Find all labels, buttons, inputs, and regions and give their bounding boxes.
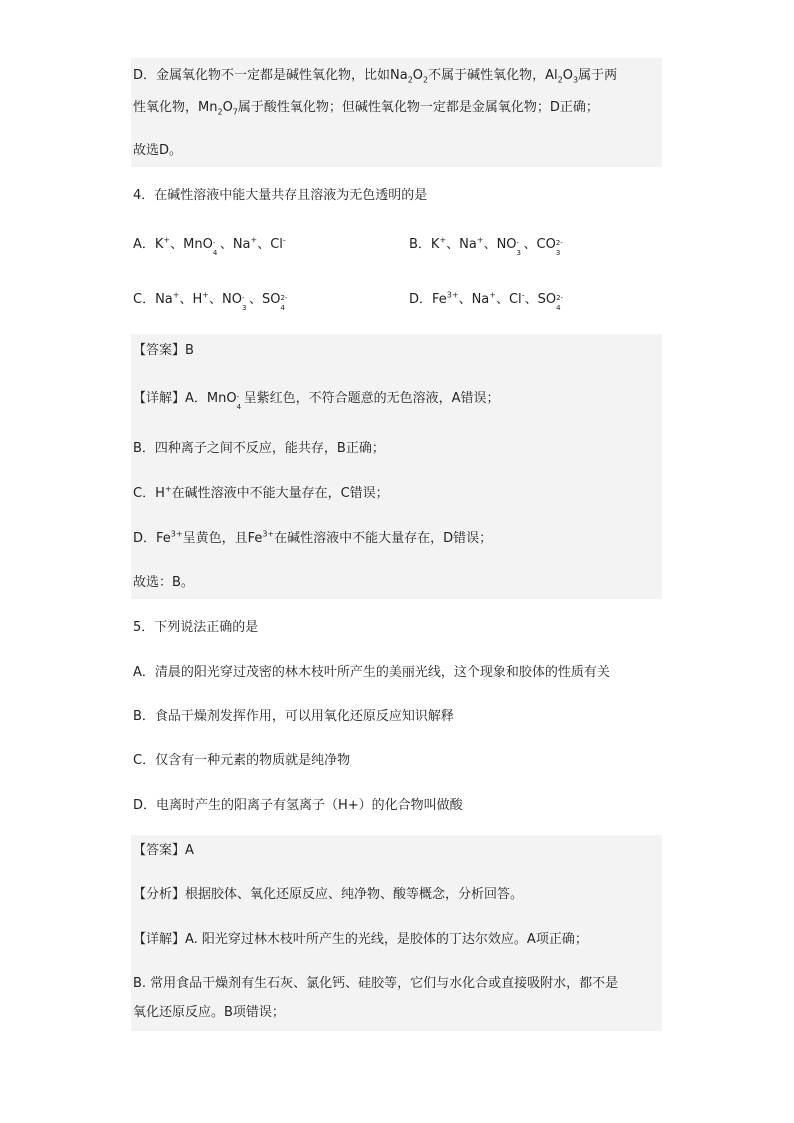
q4-option-d — [409, 290, 565, 310]
text: 、SO — [524, 292, 557, 307]
superscript: - — [241, 294, 245, 302]
text: 呈紫红色，不符合题意的无色溶液，A错误； — [243, 391, 500, 406]
ion-charge — [280, 294, 289, 312]
ion-charge — [236, 393, 244, 411]
text: 、NO — [208, 292, 242, 307]
text: 不属于碱性氧化物，Al — [428, 68, 558, 83]
subscript: 2 — [423, 75, 429, 85]
ion-charge — [516, 239, 524, 257]
q4-option-c — [133, 290, 289, 310]
text: 、CO — [523, 237, 556, 252]
superscript: 3+ — [446, 290, 459, 300]
ion-charge — [556, 294, 565, 312]
superscript: 2- — [555, 239, 563, 247]
superscript: + — [164, 484, 172, 494]
q5-option-a: A．清晨的阳光穿过茂密的林木枝叶所产生的美丽光线，这个现象和胶体的性质有关 — [133, 665, 610, 680]
superscript: + — [172, 290, 180, 300]
detail-q4-c — [133, 484, 389, 504]
text: 呈黄色，且Fe — [182, 531, 263, 546]
superscript: - — [236, 393, 240, 401]
superscript: - — [282, 235, 286, 245]
option-d-explanation-line2 — [133, 98, 599, 118]
subscript: 4 — [212, 249, 218, 257]
superscript: + — [202, 290, 209, 300]
superscript: 2- — [556, 294, 564, 302]
subscript: 3 — [516, 249, 521, 257]
subscript: 3 — [241, 304, 247, 312]
superscript: + — [439, 235, 447, 245]
superscript: + — [476, 235, 484, 245]
text: 、Na — [219, 237, 251, 252]
text: C．H — [133, 486, 165, 501]
q5-option-c: C．仅含有一种元素的物质就是纯净物 — [133, 753, 351, 768]
detail-q5-b-line2: 氧化还原反应。B项错误； — [133, 1005, 285, 1020]
text: D．Fe — [133, 531, 171, 546]
text: 、Cl — [495, 292, 522, 307]
text: 、MnO — [170, 237, 213, 252]
subscript: 4 — [556, 304, 561, 312]
text: D．Fe — [409, 292, 447, 307]
superscript: - — [212, 239, 216, 247]
superscript: 2- — [280, 294, 288, 302]
text: O — [562, 68, 573, 83]
q5-option-b: B．食品干燥剂发挥作用，可以用氧化还原反应知识解释 — [133, 709, 454, 724]
subscript: 2 — [557, 75, 563, 85]
superscript: 3+ — [262, 529, 275, 539]
text: 、Na — [458, 292, 490, 307]
text: O — [222, 100, 233, 115]
text: A．K — [133, 237, 164, 252]
text: 、NO — [483, 237, 517, 252]
text: B．K — [409, 237, 440, 252]
superscript: + — [250, 235, 258, 245]
subscript: 3 — [555, 249, 561, 257]
text: C．Na — [133, 292, 173, 307]
text: O — [412, 68, 424, 83]
text: 、Cl — [257, 237, 283, 252]
detail-q4-b: B．四种离子之间不反应，能共存，B正确； — [133, 441, 385, 456]
subscript: 4 — [280, 304, 285, 312]
subscript: 7 — [232, 107, 238, 117]
superscript: - — [521, 290, 525, 300]
superscript: + — [163, 235, 171, 245]
answer-q5: 【答案】A — [133, 843, 194, 858]
detail-q4-a — [133, 389, 500, 409]
superscript: + — [489, 290, 496, 300]
solution-block-q4 — [131, 334, 662, 599]
detail-q5-a: 【详解】A. 阳光穿过林木枝叶所产生的光线，是胶体的丁达尔效应。A项正确； — [133, 932, 588, 947]
q5-option-d: D．电离时产生的阳离子有氢离子（H+）的化合物叫做酸 — [133, 798, 463, 813]
text: 在碱性溶液中不能大量存在，D错误； — [274, 531, 493, 546]
detail-q5-b-line1: B. 常用食品干燥剂有生石灰、氯化钙、硅胶等，它们与水化合或直接吸附水，都不是 — [133, 976, 619, 991]
answer-q4: 【答案】B — [133, 343, 194, 358]
text: 、H — [179, 292, 203, 307]
option-d-explanation-line1 — [133, 66, 617, 86]
q4-option-a — [133, 235, 286, 255]
subscript: 3 — [572, 75, 579, 85]
text: 属于两 — [578, 68, 618, 83]
analysis-q5: 【分析】根据胶体、氧化还原反应、纯净物、酸等概念，分析回答。 — [133, 887, 524, 902]
text: D．金属氧化物不一定都是碱性氧化物，比如Na — [133, 68, 408, 83]
superscript: - — [516, 239, 520, 247]
text: 【详解】A．MnO — [133, 391, 237, 406]
text: 性氧化物，Mn — [133, 100, 218, 115]
ion-charge — [241, 294, 249, 312]
subscript: 2 — [407, 75, 413, 85]
subscript: 2 — [217, 107, 223, 117]
text: 、SO — [248, 292, 281, 307]
superscript: 3+ — [170, 529, 183, 539]
ion-charge — [212, 239, 220, 257]
text: 属于酸性氧化物；但碱性氧化物一定都是金属氧化物；D正确； — [237, 100, 599, 115]
ion-charge — [555, 239, 565, 257]
question-4-stem: 4．在碱性溶液中能大量共存且溶液为无色透明的是 — [133, 188, 428, 203]
conclusion-q4: 故选：B。 — [133, 575, 194, 590]
conclusion-q3: 故选D。 — [133, 143, 183, 158]
subscript: 4 — [236, 403, 242, 411]
q4-option-b — [409, 235, 565, 255]
text: 在碱性溶液中不能大量存在，C错误； — [171, 486, 389, 501]
text: 、Na — [446, 237, 477, 252]
question-5-stem: 5．下列说法正确的是 — [133, 620, 259, 635]
detail-q4-d — [133, 529, 492, 549]
